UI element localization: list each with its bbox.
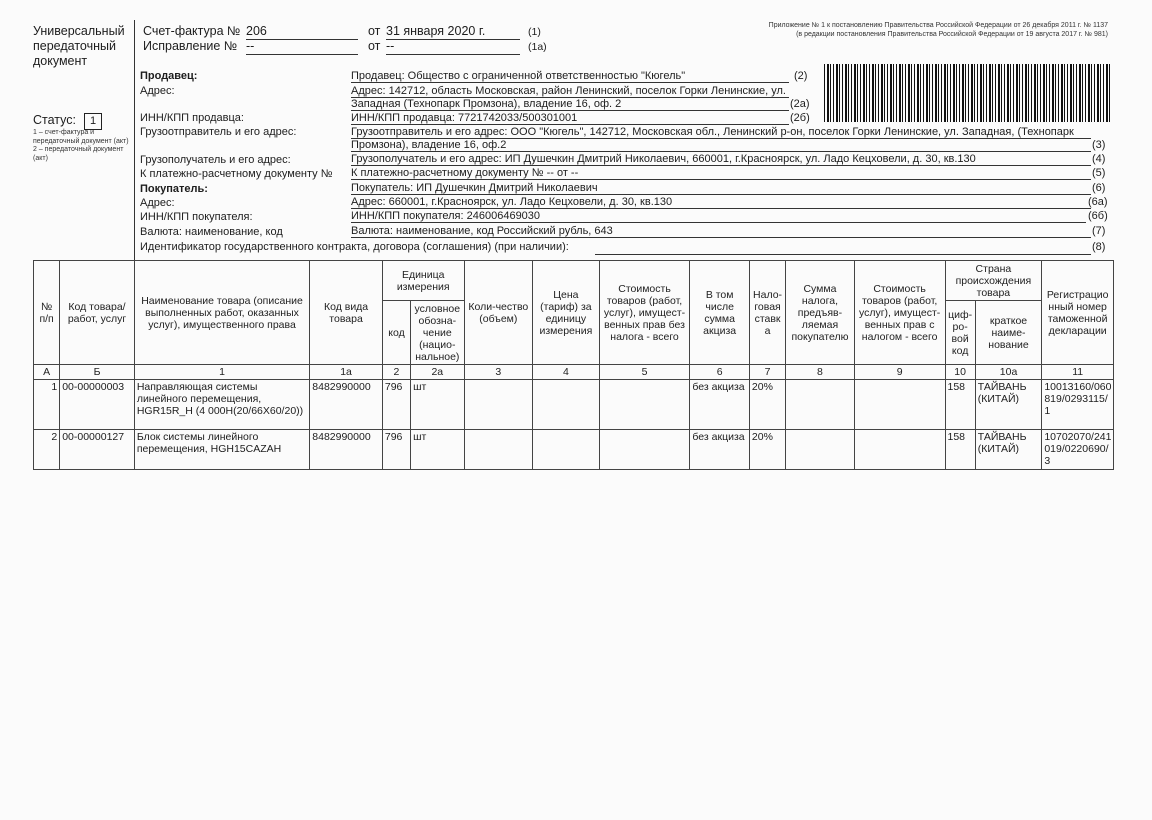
- col-num: 1а: [310, 365, 383, 380]
- row-unit-code: 796: [382, 430, 410, 470]
- annex-note: [769, 21, 1108, 39]
- col-num: 1: [134, 365, 309, 380]
- col-num: А: [34, 365, 60, 380]
- barcode-image: [824, 64, 1110, 122]
- row-num: 2: [34, 430, 60, 470]
- invoice-code: (1): [528, 26, 541, 38]
- buyer-address-label: Адрес:: [140, 197, 175, 209]
- invoice-number: 206: [246, 24, 358, 40]
- header-country-code: циф-ро-вой код: [945, 301, 975, 365]
- row-name: Блок системы линейного перемещения, HGH15CAZAH: [134, 430, 309, 470]
- col-num: 2а: [411, 365, 464, 380]
- row-decl: 10013160/060 819/0293115/ 1: [1042, 380, 1114, 430]
- buyer-address-code: (6а): [1088, 196, 1108, 208]
- header-name: Наименование товара (описание выполненных работ, оказанных услуг), имущественного права: [134, 261, 309, 365]
- status-box: 1: [84, 113, 102, 130]
- col-num: 11: [1042, 365, 1114, 380]
- invoice-ot: от: [368, 24, 381, 38]
- row-rate: 20%: [749, 380, 785, 430]
- seller-code: (2): [794, 70, 808, 82]
- col-num: 3: [464, 365, 533, 380]
- row-country-name: ТАЙВАНЬ (КИТАЙ): [975, 430, 1042, 470]
- row-excise: без акциза: [690, 430, 749, 470]
- correction-ot: от: [368, 39, 381, 53]
- header-qty: Коли-чество (объем): [464, 261, 533, 365]
- header-cost: Стоимость товаров (работ, услуг), имущест-венных прав без налога - всего: [599, 261, 690, 365]
- col-num: 9: [854, 365, 945, 380]
- row-excise: без акциза: [690, 380, 749, 430]
- correction-code: (1а): [528, 41, 547, 53]
- annex-line-1: Приложение № 1 к постановлению Правительства Российской Федерации от 26 декабря 2011 г. № 1137: [768, 22, 1108, 29]
- row-country-code: 158: [945, 380, 975, 430]
- payment-doc-label: К платежно-расчетному документу №: [140, 168, 333, 180]
- row-unit-code: 796: [382, 380, 410, 430]
- annex-line-2: (в редакции постановления Правительства Российской Федерации от 19 августа 2017 г. № 981): [796, 31, 1108, 38]
- row-cost: [599, 380, 690, 430]
- col-num: 2: [382, 365, 410, 380]
- seller-address-code: (2а): [790, 98, 810, 110]
- status-label: Статус:: [33, 113, 76, 127]
- invoice-date: 31 января 2020 г.: [386, 24, 520, 40]
- col-num: 5: [599, 365, 690, 380]
- row-unit-name: шт: [411, 430, 464, 470]
- contract-id-value: [595, 241, 1091, 255]
- consignee-code: (4): [1092, 153, 1106, 165]
- col-num: 4: [533, 365, 600, 380]
- table-row: [34, 430, 1114, 470]
- row-unit-name: шт: [411, 380, 464, 430]
- seller-value: Продавец: Общество с ограниченной ответственностью "Кюгель": [351, 70, 789, 83]
- buyer-address-value: Адрес: 660001, г.Красноярск, ул. Ладо Кецховели, д. 30, кв.130: [351, 196, 1091, 209]
- row-name: Направляющая системы линейного перемещения, HGR15R_H (4 000Н(20/66Х60/20)): [134, 380, 309, 430]
- header-total: Стоимость товаров (работ, услуг), имущест-венных прав с налогом - всего: [854, 261, 945, 365]
- left-column: [33, 24, 137, 69]
- correction-date: --: [386, 39, 520, 55]
- currency-value: Валюта: наименование, код Российский рубль, 643: [351, 225, 1091, 238]
- row-total: [854, 380, 945, 430]
- buyer-inn-code: (6б): [1088, 210, 1108, 222]
- row-country-name: ТАЙВАНЬ (КИТАЙ): [975, 380, 1042, 430]
- header-num: № п/п: [34, 261, 60, 365]
- seller-inn-value: ИНН/КПП продавца: 7721742033/500301001: [351, 112, 789, 125]
- header-price: Цена (тариф) за единицу измерения: [533, 261, 600, 365]
- shipper-label: Грузоотправитель и его адрес:: [140, 126, 297, 138]
- buyer-code: (6): [1092, 182, 1106, 194]
- shipper-value-line1: Грузоотправитель и его адрес: ООО "Кюгель", 142712, Московская обл., Ленинский р-он, поселок Горки Ленинские, ул. Западная, (Технопарк: [351, 126, 1091, 139]
- row-code: 00-00000003: [60, 380, 135, 430]
- header-unit-name: условное обозна-чение (нацио-нальное): [411, 301, 464, 365]
- seller-address-label: Адрес:: [140, 85, 175, 97]
- goods-table: [33, 260, 1114, 470]
- row-tax: [786, 380, 855, 430]
- col-num: 6: [690, 365, 749, 380]
- row-price: [533, 380, 600, 430]
- row-kind: 8482990000: [310, 430, 383, 470]
- col-num: 10: [945, 365, 975, 380]
- correction-number: --: [246, 39, 358, 55]
- header-kind: Код вида товара: [310, 261, 383, 365]
- buyer-label: Покупатель:: [140, 183, 208, 195]
- header-excise: В том числе сумма акциза: [690, 261, 749, 365]
- header-rate: Нало-говая ставк а: [749, 261, 785, 365]
- seller-label: Продавец:: [140, 70, 198, 82]
- contract-id-label: Идентификатор государственного контракта, договора (соглашения) (при наличии):: [140, 241, 569, 253]
- buyer-inn-label: ИНН/КПП покупателя:: [140, 211, 253, 223]
- col-num: 10а: [975, 365, 1042, 380]
- payment-doc-code: (5): [1092, 167, 1106, 179]
- header-unit: Единица измерения: [382, 261, 464, 301]
- row-decl: 10702070/241 019/0220690/ 3: [1042, 430, 1114, 470]
- seller-address-line1: Адрес: 142712, область Московская, район Ленинский, поселок Горки Ленинские, ул.: [351, 85, 789, 98]
- seller-inn-label: ИНН/КПП продавца:: [140, 112, 244, 124]
- contract-id-code: (8): [1092, 241, 1106, 253]
- table-row: [34, 380, 1114, 430]
- currency-label: Валюта: наименование, код: [140, 226, 283, 238]
- status-note-1: 1 – счет-фактура и передаточный документ (акт): [33, 129, 129, 145]
- payment-doc-value: К платежно-расчетному документу № -- от --: [351, 167, 1091, 180]
- row-total: [854, 430, 945, 470]
- header-unit-code: код: [382, 301, 410, 365]
- shipper-value-line2: Промзона), владение 16, оф.2: [351, 139, 1091, 152]
- seller-inn-code: (2б): [790, 112, 810, 124]
- header-decl: Регистрацио нный номер таможенной декларации: [1042, 261, 1114, 365]
- status-note-2: 2 – передаточный документ (акт): [33, 146, 124, 162]
- buyer-value: Покупатель: ИП Душечкин Дмитрий Николаевич: [351, 182, 1091, 195]
- col-num: Б: [60, 365, 135, 380]
- row-code: 00-00000127: [60, 430, 135, 470]
- currency-code: (7): [1092, 225, 1106, 237]
- buyer-inn-value: ИНН/КПП покупателя: 246006469030: [351, 210, 1086, 223]
- row-country-code: 158: [945, 430, 975, 470]
- column-numbers-row: [34, 365, 1114, 380]
- row-qty: [464, 380, 533, 430]
- correction-label: Исправление №: [143, 39, 238, 53]
- row-rate: 20%: [749, 430, 785, 470]
- document-type-title: Универсальный передаточный документ: [33, 24, 125, 68]
- shipper-code: (3): [1092, 139, 1106, 151]
- row-price: [533, 430, 600, 470]
- divider-line: [134, 20, 135, 260]
- seller-address-line2: Западная (Технопарк Промзона), владение 16, оф. 2: [351, 98, 789, 111]
- col-num: 7: [749, 365, 785, 380]
- header-country-name: краткое наиме-нование: [975, 301, 1042, 365]
- invoice-label: Счет-фактура №: [143, 24, 241, 38]
- consignee-value: Грузополучатель и его адрес: ИП Душечкин Дмитрий Николаевич, 660001, г.Красноярск, ул. Ладо Кецховели, д. 30, кв.130: [351, 153, 1091, 166]
- header-code: Код товара/ работ, услуг: [60, 261, 135, 365]
- consignee-label: Грузополучатель и его адрес:: [140, 154, 291, 166]
- row-kind: 8482990000: [310, 380, 383, 430]
- status-notes: [33, 129, 133, 163]
- col-num: 8: [786, 365, 855, 380]
- row-num: 1: [34, 380, 60, 430]
- header-tax: Сумма налога, предъяв-ляемая покупателю: [786, 261, 855, 365]
- row-tax: [786, 430, 855, 470]
- row-cost: [599, 430, 690, 470]
- row-qty: [464, 430, 533, 470]
- header-country: Страна происхождения товара: [945, 261, 1042, 301]
